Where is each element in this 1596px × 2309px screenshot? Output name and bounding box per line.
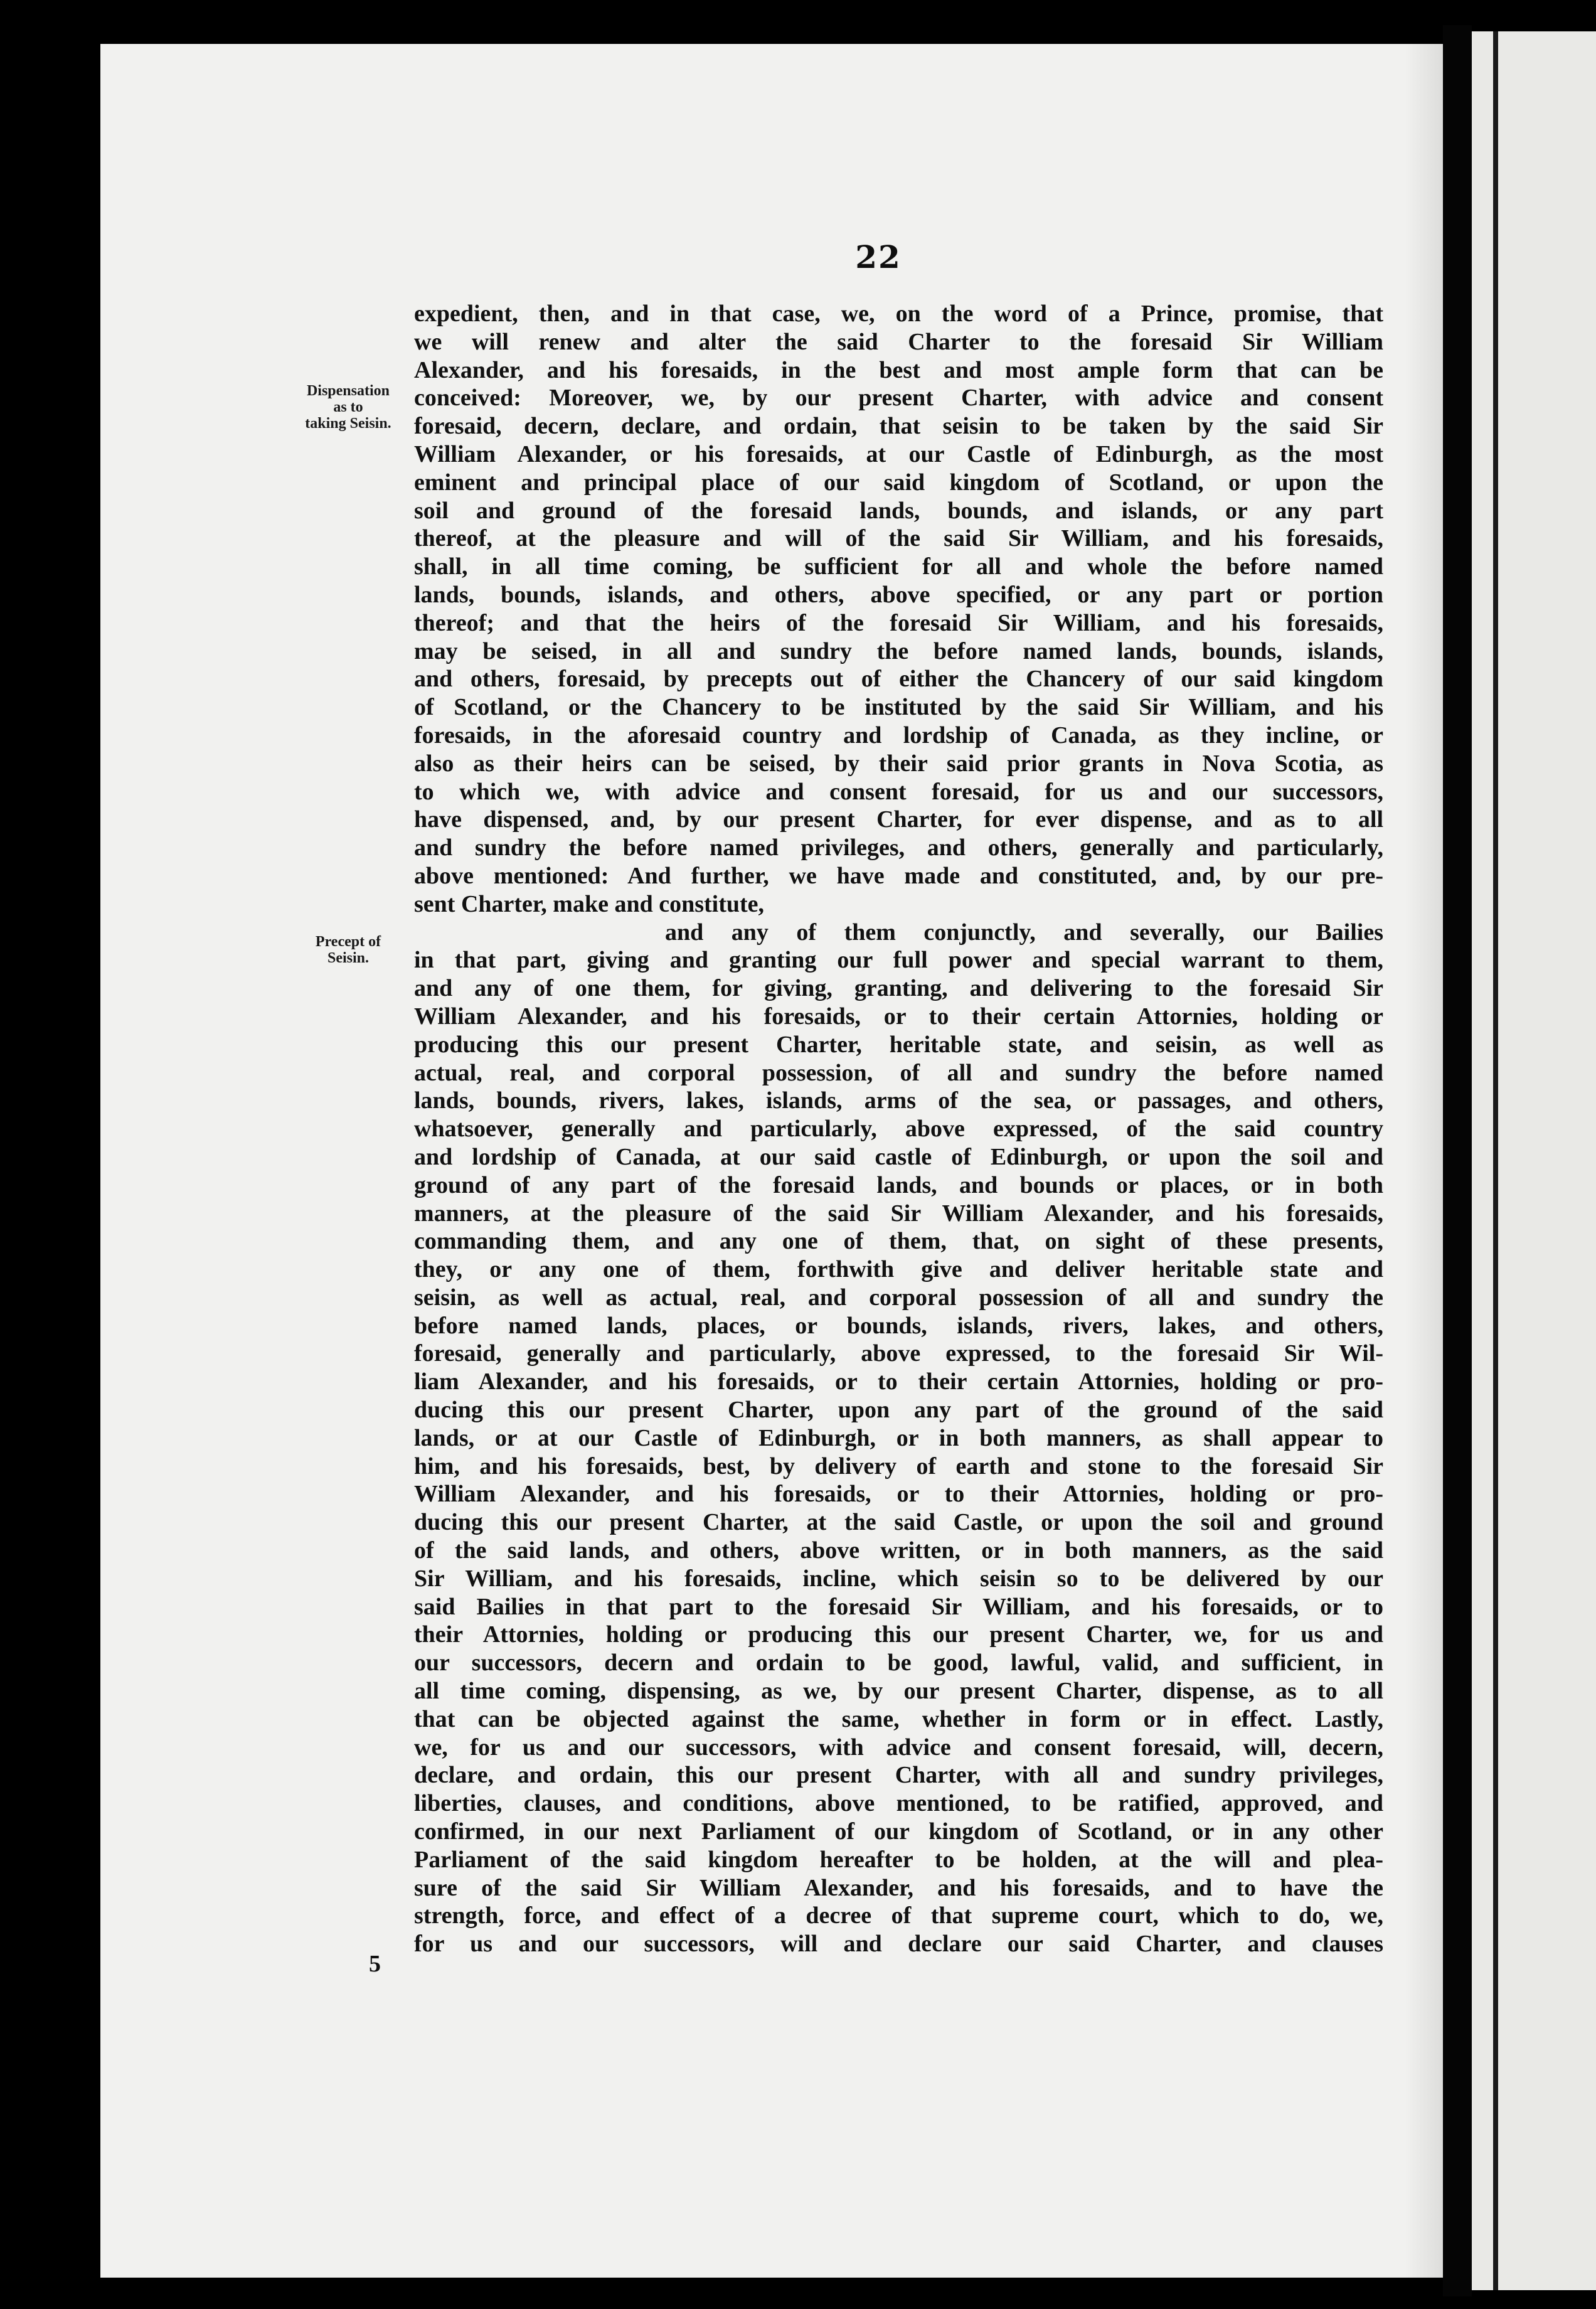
- text-line: foresaid, decern, declare, and ordain, that seisin to be taken by the said Sir: [414, 413, 1383, 440]
- text-line: producing this our present Charter, heritable state, and seisin, as well as: [414, 1031, 1383, 1058]
- text-line: have dispensed, and, by our present Charter, for ever dispense, and as to all: [414, 806, 1383, 833]
- text-line: thereof; and that the heirs of the foresaid Sir William, and his foresaids,: [414, 609, 1383, 636]
- margin-note-precept: [285, 934, 411, 966]
- text-line: ducing this our present Charter, at the said Castle, or upon the soil and ground: [414, 1509, 1383, 1536]
- text-line: lands, or at our Castle of Edinburgh, or in both manners, as shall appear to: [414, 1424, 1383, 1451]
- page-number: 22: [855, 238, 902, 275]
- text-line: Sir William, and his foresaids, incline, which seisin so to be delivered by our: [414, 1565, 1383, 1592]
- text-line: manners, at the pleasure of the said Sir William Alexander, and his foresaids,: [414, 1200, 1383, 1227]
- text-line: we will renew and alter the said Charter to the foresaid Sir William: [414, 328, 1383, 355]
- text-line: in that part, giving and granting our full power and special warrant to them,: [414, 947, 1383, 974]
- text-line: sure of the said Sir William Alexander, and his foresaids, and to have the: [414, 1874, 1383, 1901]
- text-line: we, for us and our successors, with advice and consent foresaid, will, decern,: [414, 1734, 1383, 1761]
- text-line: seisin, as well as actual, real, and corporal possession of all and sundry the: [414, 1284, 1383, 1311]
- text-line: foresaid, generally and particularly, above expressed, to the foresaid Sir Wil-: [414, 1340, 1383, 1367]
- text-line: said Bailies in that part to the foresaid Sir William, and his foresaids, or to: [414, 1593, 1383, 1620]
- text-line: ducing this our present Charter, upon any part of the ground of the said: [414, 1397, 1383, 1424]
- text-line: all time coming, dispensing, as we, by our present Charter, dispense, as to all: [414, 1678, 1383, 1705]
- text-line: him, and his foresaids, best, by delivery of earth and stone to the foresaid Sir: [414, 1453, 1383, 1480]
- text-line: of the said lands, and others, above written, or in both manners, as the said: [414, 1537, 1383, 1564]
- text-line: William Alexander, and his foresaids, or to their Attornies, holding or pro-: [414, 1481, 1383, 1508]
- text-line: Alexander, and his foresaids, in the best and most ample form that can be: [414, 356, 1383, 383]
- text-line: and sundry the before named privileges, and others, generally and particularly,: [414, 835, 1383, 861]
- margin-note-line: as to: [333, 399, 363, 415]
- text-line: before named lands, places, or bounds, islands, rivers, lakes, and others,: [414, 1312, 1383, 1339]
- text-line: that can be objected against the same, whether in form or in effect. Lastly,: [414, 1705, 1383, 1732]
- text-line: our successors, decern and ordain to be good, lawful, valid, and sufficient, in: [414, 1650, 1383, 1677]
- text-line: of Scotland, or the Chancery to be instituted by the said Sir William, and his: [414, 694, 1383, 721]
- margin-note-line: Precept of: [315, 934, 381, 950]
- text-line: lands, bounds, islands, and others, above specified, or any part or portion: [414, 581, 1383, 608]
- facing-page-border: [1493, 31, 1498, 2290]
- text-line: sent Charter, make and constitute,: [414, 890, 765, 917]
- text-line: and others, foresaid, by precepts out of either the Chancery of our said kingdom: [414, 666, 1383, 693]
- charter-body-text: [414, 300, 1383, 1958]
- text-line: commanding them, and any one of them, that, on sight of these presents,: [414, 1228, 1383, 1255]
- text-line: declare, and ordain, this our present Charter, with all and sundry privileges,: [414, 1762, 1383, 1789]
- text-line: soil and ground of the foresaid lands, bounds, and islands, or any part: [414, 497, 1383, 524]
- text-line: also as their heirs can be seised, by their said prior grants in Nova Scotia, as: [414, 750, 1383, 777]
- margin-note-line: Seisin.: [327, 950, 370, 966]
- text-line: eminent and principal place of our said kingdom of Scotland, or upon the: [414, 469, 1383, 496]
- text-line: shall, in all time coming, be sufficient for all and whole the before named: [414, 553, 1383, 580]
- text-line: conceived: Moreover, we, by our present Charter, with advice and consent: [414, 385, 1383, 412]
- text-line: may be seised, in all and sundry the before named lands, bounds, islands,: [414, 637, 1383, 664]
- text-line: whatsoever, generally and particularly, above expressed, of the said country: [414, 1116, 1383, 1143]
- text-line: to which we, with advice and consent foresaid, for us and our successors,: [414, 778, 1383, 805]
- margin-note-line: Dispensation: [306, 383, 390, 399]
- text-line: and any of them conjunctly, and severally, our Bailies: [665, 919, 1383, 946]
- text-line: confirmed, in our next Parliament of our kingdom of Scotland, or in any other: [414, 1818, 1383, 1845]
- text-line: and lordship of Canada, at our said castle of Edinburgh, or upon the soil and: [414, 1143, 1383, 1170]
- text-line: William Alexander, and his foresaids, or to their certain Attornies, holding or: [414, 1003, 1383, 1030]
- facing-page-edge: [1472, 31, 1596, 2290]
- text-line: their Attornies, holding or producing this our present Charter, we, for us and: [414, 1621, 1383, 1648]
- text-line: strength, force, and effect of a decree of that supreme court, which to do, we,: [414, 1902, 1383, 1929]
- margin-note-line: taking Seisin.: [305, 415, 391, 432]
- text-line: Parliament of the said kingdom hereafter to be holden, at the will and plea-: [414, 1846, 1383, 1873]
- text-line: William Alexander, or his foresaids, at our Castle of Edinburgh, as the most: [414, 440, 1383, 467]
- text-line: ground of any part of the foresaid lands, and bounds or places, or in both: [414, 1171, 1383, 1198]
- text-line: thereof, at the pleasure and will of the said Sir William, and his foresaids,: [414, 525, 1383, 552]
- text-line: and any of one them, for giving, granting, and delivering to the foresaid Sir: [414, 975, 1383, 1002]
- gutter-shadow: [1405, 44, 1443, 2278]
- text-line: lands, bounds, rivers, lakes, islands, arms of the sea, or passages, and others,: [414, 1087, 1383, 1114]
- text-line: liberties, clauses, and conditions, above mentioned, to be ratified, approved, and: [414, 1790, 1383, 1817]
- text-line: actual, real, and corporal possession, of all and sundry the before named: [414, 1059, 1383, 1086]
- margin-note-dispensation: [285, 383, 411, 432]
- text-line: they, or any one of them, forthwith give and deliver heritable state and: [414, 1256, 1383, 1283]
- text-line: foresaids, in the aforesaid country and lordship of Canada, as they incline, or: [414, 722, 1383, 749]
- book-gutter: [1443, 25, 1472, 2296]
- text-line: liam Alexander, and his foresaids, or to their certain Attornies, holding or pro-: [414, 1368, 1383, 1395]
- text-line: for us and our successors, will and declare our said Charter, and clauses: [414, 1931, 1383, 1958]
- text-line: above mentioned: And further, we have made and constituted, and, by our pre-: [414, 862, 1383, 889]
- signature-mark: 5: [369, 1951, 381, 1977]
- text-line: expedient, then, and in that case, we, on the word of a Prince, promise, that: [414, 301, 1383, 327]
